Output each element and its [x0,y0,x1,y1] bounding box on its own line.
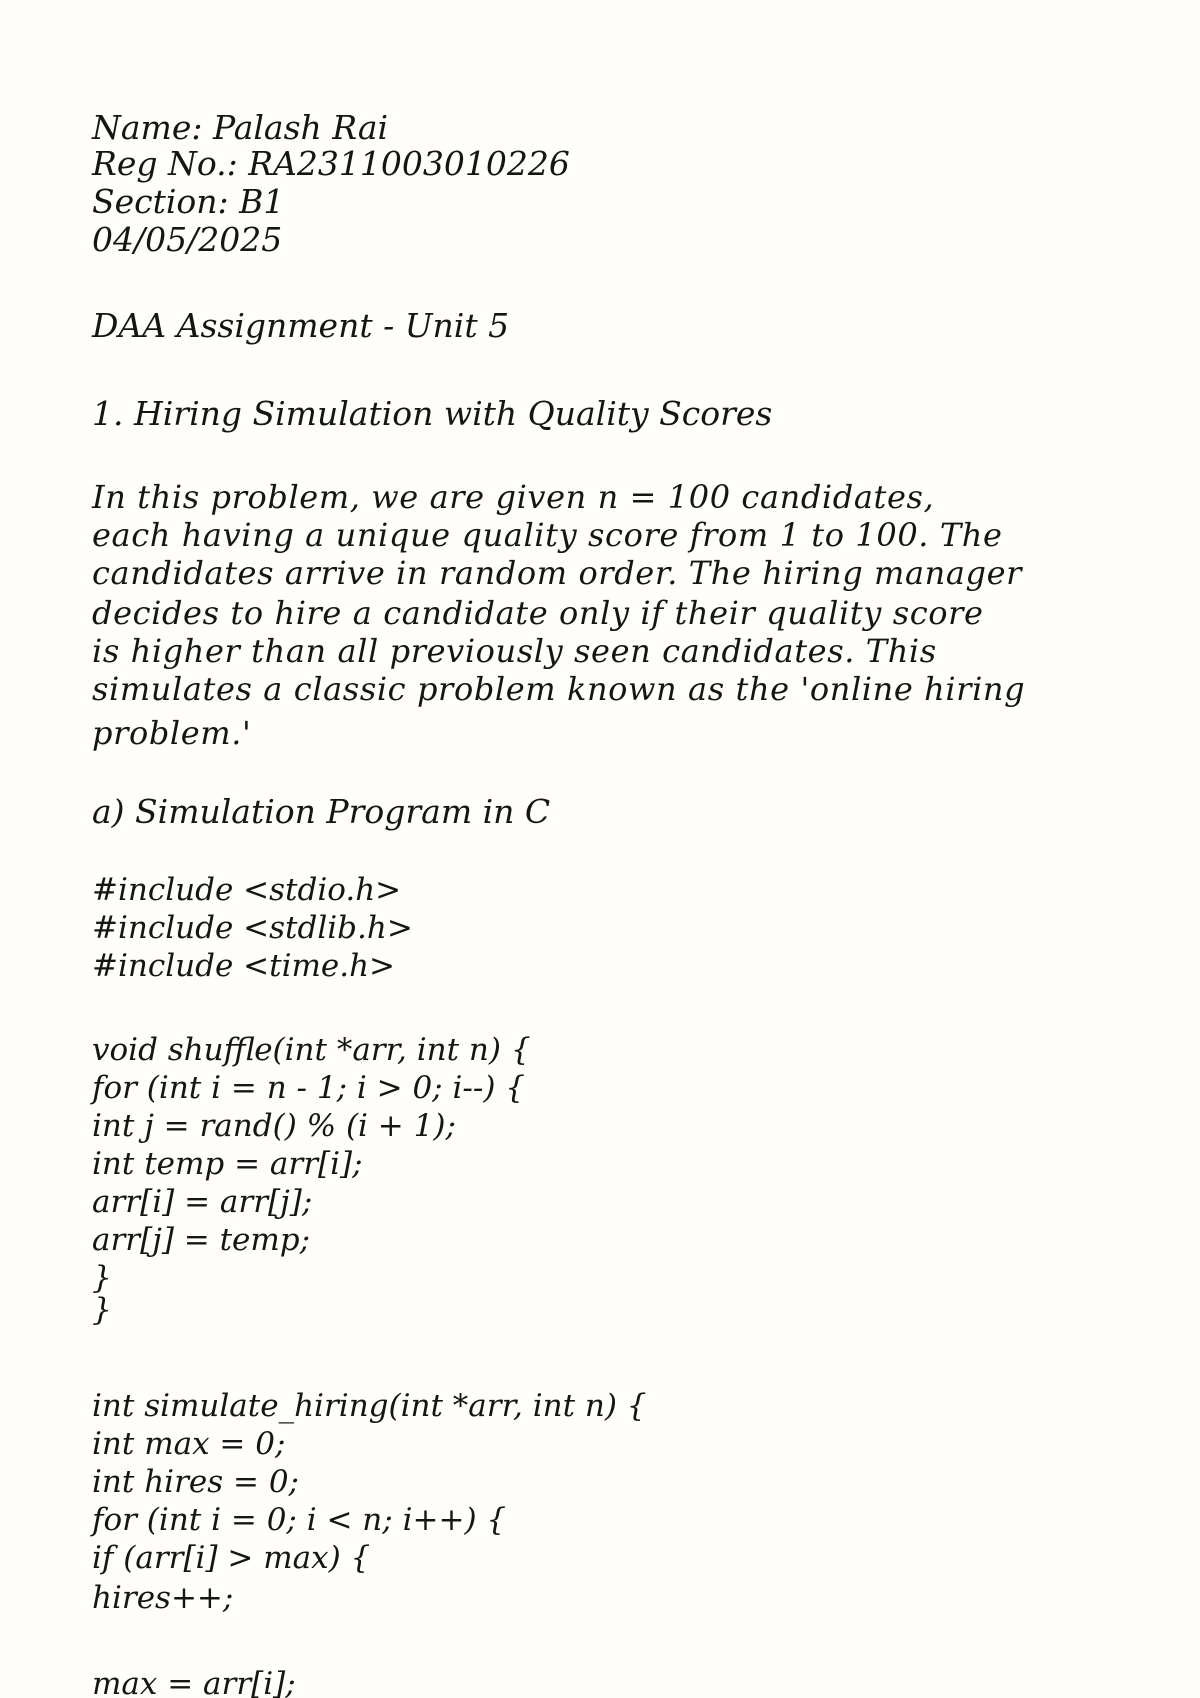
code-line-cutoff: max = arr[i]; [92,1666,296,1698]
code-line: int max = 0; [92,1426,286,1462]
code-line: #include <stdio.h> [92,872,402,908]
code-line: hires++; [92,1580,234,1616]
paragraph-line: decides to hire a candidate only if their quality score [92,594,984,632]
paragraph-line: In this problem, we are given n = 100 candidates, [92,478,935,516]
code-line: for (int i = n - 1; i > 0; i--) { [92,1070,526,1106]
code-line: if (arr[i] > max) { [92,1540,371,1576]
paragraph-line: each having a unique quality score from 1 to 100. The [92,516,1003,554]
code-line: } [92,1292,112,1328]
code-line: for (int i = 0; i < n; i++) { [92,1502,507,1538]
section: Section: B1 [92,182,285,221]
code-line: int hires = 0; [92,1464,299,1500]
question-title: 1. Hiring Simulation with Quality Scores [92,394,773,433]
paragraph-line: is higher than all previously seen candidates. This [92,632,937,670]
registration-number: Reg No.: RA2311003010226 [92,144,570,183]
code-line: #include <stdlib.h> [92,910,413,946]
code-line: } [92,1260,112,1296]
date: 04/05/2025 [92,220,283,259]
paragraph-line: candidates arrive in random order. The hiring manager [92,554,1023,592]
code-line: arr[j] = temp; [92,1222,311,1258]
paragraph-line: simulates a classic problem known as the 'online hiring [92,670,1026,708]
code-line: #include <time.h> [92,948,396,984]
paragraph-line: problem.' [92,714,252,752]
code-line: arr[i] = arr[j]; [92,1184,313,1220]
code-line: int j = rand() % (i + 1); [92,1108,456,1144]
code-line: void shuffle(int *arr, int n) { [92,1032,531,1068]
code-line: int temp = arr[i]; [92,1146,363,1182]
assignment-title: DAA Assignment - Unit 5 [92,306,510,345]
code-line: int simulate_hiring(int *arr, int n) { [92,1388,647,1424]
student-name: Name: Palash Rai [92,108,389,147]
subsection-title: a) Simulation Program in C [92,792,551,831]
